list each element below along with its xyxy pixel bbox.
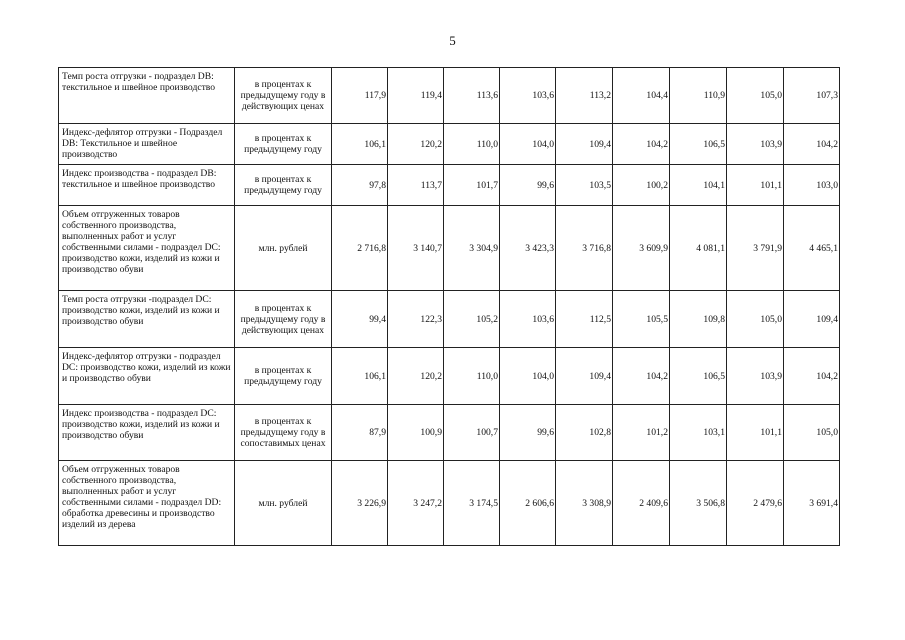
value-cell: 100,7	[444, 405, 500, 461]
value-cell: 4 081,1	[670, 206, 727, 291]
unit-cell: в процентах к предыдущему году в сопоставимых ценах	[235, 405, 332, 461]
value-cell: 2 409,6	[613, 461, 670, 546]
value-cell: 101,1	[727, 405, 784, 461]
value-cell: 101,1	[727, 165, 784, 206]
value-cell: 106,5	[670, 124, 727, 165]
value-cell: 100,2	[613, 165, 670, 206]
value-cell: 2 716,8	[332, 206, 388, 291]
unit-cell: в процентах к предыдущему году в действующих ценах	[235, 291, 332, 348]
value-cell: 110,0	[444, 124, 500, 165]
value-cell: 100,9	[388, 405, 444, 461]
table-row	[59, 461, 840, 546]
value-cell: 104,0	[500, 124, 556, 165]
value-cell: 99,6	[500, 405, 556, 461]
value-cell: 117,9	[332, 68, 388, 124]
value-cell: 120,2	[388, 348, 444, 405]
value-cell: 101,7	[444, 165, 500, 206]
value-cell: 113,2	[556, 68, 613, 124]
value-cell: 104,1	[670, 165, 727, 206]
value-cell: 99,6	[500, 165, 556, 206]
value-cell: 109,4	[556, 124, 613, 165]
value-cell: 101,2	[613, 405, 670, 461]
unit-cell: в процентах к предыдущему году в действующих ценах	[235, 68, 332, 124]
value-cell: 106,5	[670, 348, 727, 405]
value-cell: 109,8	[670, 291, 727, 348]
indicator-cell: Индекс производства - подраздел DB: текстильное и швейное производство	[59, 165, 235, 206]
value-cell: 110,9	[670, 68, 727, 124]
value-cell: 104,2	[784, 348, 840, 405]
value-cell: 3 304,9	[444, 206, 500, 291]
unit-cell: млн. рублей	[235, 461, 332, 546]
value-cell: 104,2	[784, 124, 840, 165]
value-cell: 110,0	[444, 348, 500, 405]
value-cell: 3 174,5	[444, 461, 500, 546]
value-cell: 105,0	[784, 405, 840, 461]
value-cell: 99,4	[332, 291, 388, 348]
value-cell: 105,5	[613, 291, 670, 348]
value-cell: 102,8	[556, 405, 613, 461]
table-row	[59, 405, 840, 461]
indicator-cell: Темп роста отгрузки - подраздел DB: текстильное и швейное производство	[59, 68, 235, 124]
indicator-cell: Объем отгруженных товаров собственного производства, выполненных работ и услуг собственными силами - подраздел DC: производство кожи, изделий из кожи и производство обуви	[59, 206, 235, 291]
indicator-cell: Объем отгруженных товаров собственного производства, выполненных работ и услуг собственными силами - подраздел DD: обработка древесины и производство изделий из дерева	[59, 461, 235, 546]
table-row	[59, 291, 840, 348]
table-row	[59, 68, 840, 124]
value-cell: 109,4	[556, 348, 613, 405]
table-row	[59, 348, 840, 405]
value-cell: 112,5	[556, 291, 613, 348]
table-row	[59, 124, 840, 165]
table-row	[59, 165, 840, 206]
value-cell: 109,4	[784, 291, 840, 348]
value-cell: 104,2	[613, 124, 670, 165]
value-cell: 103,6	[500, 68, 556, 124]
value-cell: 4 465,1	[784, 206, 840, 291]
value-cell: 103,1	[670, 405, 727, 461]
unit-cell: в процентах к предыдущему году	[235, 124, 332, 165]
indicator-cell: Темп роста отгрузки -подраздел DC: производство кожи, изделий из кожи и производство обуви	[59, 291, 235, 348]
value-cell: 106,1	[332, 348, 388, 405]
value-cell: 3 609,9	[613, 206, 670, 291]
value-cell: 3 308,9	[556, 461, 613, 546]
unit-cell: в процентах к предыдущему году	[235, 165, 332, 206]
value-cell: 103,5	[556, 165, 613, 206]
value-cell: 120,2	[388, 124, 444, 165]
value-cell: 103,0	[784, 165, 840, 206]
value-cell: 97,8	[332, 165, 388, 206]
value-cell: 113,7	[388, 165, 444, 206]
value-cell: 105,0	[727, 291, 784, 348]
value-cell: 2 479,6	[727, 461, 784, 546]
value-cell: 3 247,2	[388, 461, 444, 546]
unit-cell: в процентах к предыдущему году	[235, 348, 332, 405]
value-cell: 107,3	[784, 68, 840, 124]
value-cell: 2 606,6	[500, 461, 556, 546]
table-row	[59, 206, 840, 291]
value-cell: 3 506,8	[670, 461, 727, 546]
value-cell: 122,3	[388, 291, 444, 348]
value-cell: 103,9	[727, 348, 784, 405]
value-cell: 3 140,7	[388, 206, 444, 291]
value-cell: 106,1	[332, 124, 388, 165]
indicator-cell: Индекс производства - подраздел DC: производство кожи, изделий из кожи и производство обуви	[59, 405, 235, 461]
value-cell: 104,0	[500, 348, 556, 405]
value-cell: 3 691,4	[784, 461, 840, 546]
value-cell: 104,2	[613, 348, 670, 405]
value-cell: 103,9	[727, 124, 784, 165]
value-cell: 113,6	[444, 68, 500, 124]
value-cell: 3 423,3	[500, 206, 556, 291]
unit-cell: млн. рублей	[235, 206, 332, 291]
page-number: 5	[449, 33, 456, 48]
indicator-cell: Индекс-дефлятор отгрузки - Подраздел DB: Текстильное и швейное производство	[59, 124, 235, 165]
value-cell: 119,4	[388, 68, 444, 124]
value-cell: 103,6	[500, 291, 556, 348]
value-cell: 104,4	[613, 68, 670, 124]
value-cell: 105,2	[444, 291, 500, 348]
value-cell: 3 716,8	[556, 206, 613, 291]
value-cell: 105,0	[727, 68, 784, 124]
value-cell: 3 791,9	[727, 206, 784, 291]
value-cell: 87,9	[332, 405, 388, 461]
indicator-cell: Индекс-дефлятор отгрузки - подраздел DC: производство кожи, изделий из кожи и производство обуви	[59, 348, 235, 405]
data-table	[58, 67, 840, 546]
value-cell: 3 226,9	[332, 461, 388, 546]
